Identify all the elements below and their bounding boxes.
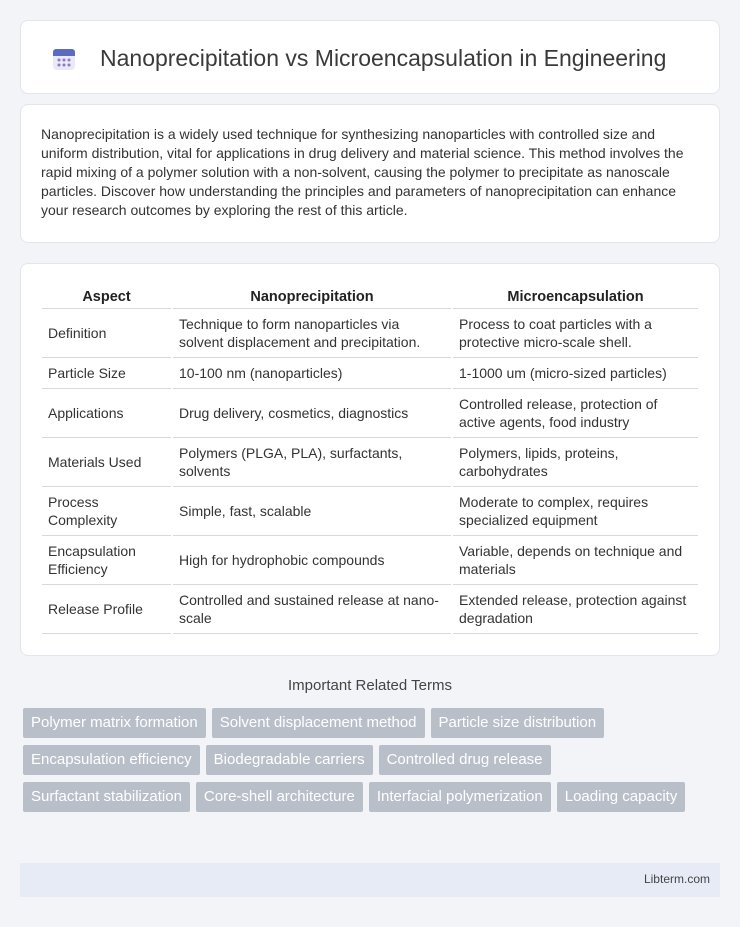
nanoprecipitation-cell: Controlled and sustained release at nano-scale	[172, 584, 452, 633]
table-row	[42, 357, 698, 388]
aspect-cell: Release Profile	[42, 584, 172, 633]
footer-site-link[interactable]: Libterm.com	[643, 872, 710, 886]
column-header-nanoprecipitation: Nanoprecipitation	[172, 284, 452, 308]
table-row	[42, 584, 698, 633]
table-row	[42, 388, 698, 437]
aspect-cell: Applications	[42, 388, 172, 437]
page-title: Nanoprecipitation vs Microencapsulation in Engineering	[100, 45, 667, 71]
related-term-tag[interactable]: Biodegradable carriers	[206, 745, 373, 775]
column-header-microencapsulation: Microencapsulation	[452, 284, 698, 308]
microencapsulation-cell: Polymers, lipids, proteins, carbohydrates	[452, 437, 698, 486]
nanoprecipitation-cell: 10-100 nm (nanoparticles)	[172, 357, 452, 388]
calendar-icon	[51, 46, 77, 72]
header-card	[20, 20, 720, 94]
table-row	[42, 535, 698, 584]
microencapsulation-cell: Controlled release, protection of active agents, food industry	[452, 388, 698, 437]
nanoprecipitation-cell: Drug delivery, cosmetics, diagnostics	[172, 388, 452, 437]
related-term-tag[interactable]: Interfacial polymerization	[369, 782, 551, 812]
related-terms-list	[23, 708, 703, 812]
related-term-tag[interactable]: Solvent displacement method	[212, 708, 425, 738]
related-term-tag[interactable]: Encapsulation efficiency	[23, 745, 200, 775]
microencapsulation-cell: Variable, depends on technique and materials	[452, 535, 698, 584]
nanoprecipitation-cell: Technique to form nanoparticles via solvent displacement and precipitation.	[172, 308, 452, 357]
microencapsulation-cell: Moderate to complex, requires specialized equipment	[452, 486, 698, 535]
table-row	[42, 486, 698, 535]
related-term-tag[interactable]: Particle size distribution	[431, 708, 605, 738]
nanoprecipitation-cell: High for hydrophobic compounds	[172, 535, 452, 584]
microencapsulation-cell: Extended release, protection against degradation	[452, 584, 698, 633]
related-term-tag[interactable]: Loading capacity	[557, 782, 686, 812]
related-term-tag[interactable]: Core-shell architecture	[196, 782, 363, 812]
related-term-tag[interactable]: Polymer matrix formation	[23, 708, 206, 738]
table-header-row	[42, 284, 698, 308]
related-term-tag[interactable]: Surfactant stabilization	[23, 782, 190, 812]
column-header-aspect: Aspect	[42, 284, 172, 308]
aspect-cell: Particle Size	[42, 357, 172, 388]
related-term-tag[interactable]: Controlled drug release	[379, 745, 551, 775]
aspect-cell: Materials Used	[42, 437, 172, 486]
nanoprecipitation-cell: Polymers (PLGA, PLA), surfactants, solvents	[172, 437, 452, 486]
table-row	[42, 308, 698, 357]
intro-text: Nanoprecipitation is a widely used technique for synthesizing nanoparticles with controlled size and uniform distribution, vital for applications in drug delivery and material science. This method involves the rapid mixing of a polymer solution with a non-solvent, causing the polymer to precipitate as nanoscale particles. Discover how understanding the principles and parameters of nanoprecipitation can enhance your research outcomes by exploring the rest of this article.	[41, 126, 684, 218]
table-row	[42, 437, 698, 486]
aspect-cell: Process Complexity	[42, 486, 172, 535]
aspect-cell: Encapsulation Efficiency	[42, 535, 172, 584]
microencapsulation-cell: Process to coat particles with a protective micro-scale shell.	[452, 308, 698, 357]
related-terms-title: Important Related Terms	[288, 677, 452, 694]
aspect-cell: Definition	[42, 308, 172, 357]
footer	[20, 863, 720, 897]
nanoprecipitation-cell: Simple, fast, scalable	[172, 486, 452, 535]
microencapsulation-cell: 1-1000 um (micro-sized particles)	[452, 357, 698, 388]
comparison-table-card	[20, 263, 720, 656]
comparison-table	[42, 284, 698, 634]
intro-card	[20, 104, 720, 243]
